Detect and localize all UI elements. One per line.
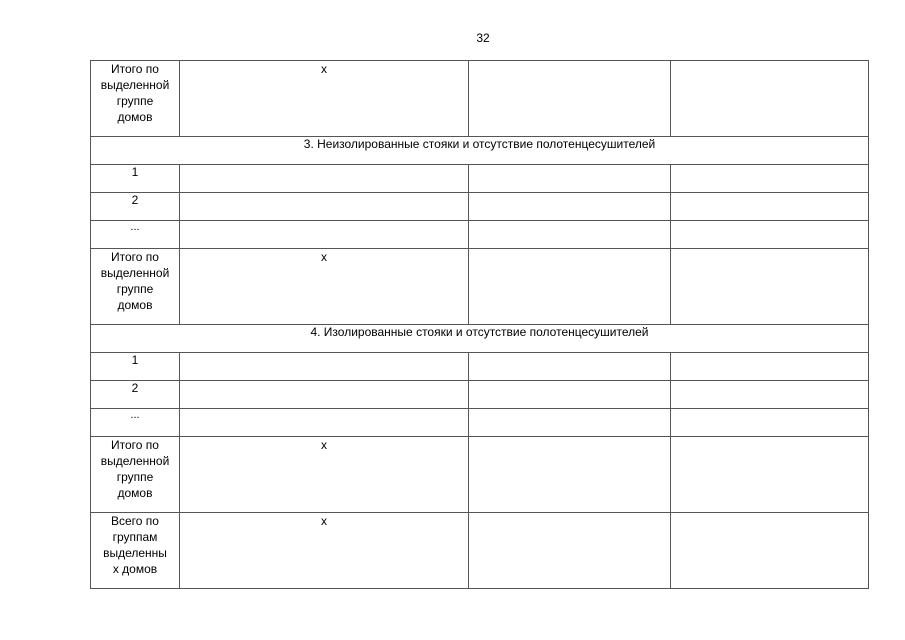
empty-cell (180, 221, 469, 249)
x-mark: х (321, 250, 327, 264)
x-mark: х (321, 438, 327, 452)
total-label-line: Итого по (111, 438, 159, 452)
total-label-cell (91, 437, 180, 513)
empty-cell (671, 165, 869, 193)
empty-cell (180, 193, 469, 221)
total-label-line: домов (117, 298, 153, 312)
total-label-line: выделенной (100, 454, 170, 468)
total-row (91, 249, 869, 325)
total-label-line: домов (117, 486, 153, 500)
empty-cell (469, 221, 671, 249)
table-row (91, 193, 869, 221)
table-row (91, 221, 869, 249)
empty-cell (671, 437, 869, 513)
x-mark-cell (180, 61, 469, 137)
total-label-line: группе (116, 470, 154, 484)
table-row (91, 409, 869, 437)
x-mark-cell (180, 249, 469, 325)
data-table (90, 60, 869, 589)
grand-total-label-line: выделенны (103, 546, 167, 560)
x-mark-cell (180, 437, 469, 513)
empty-cell (180, 353, 469, 381)
empty-cell (180, 165, 469, 193)
empty-cell (671, 249, 869, 325)
empty-cell (469, 165, 671, 193)
total-label-cell (91, 61, 180, 137)
empty-cell (469, 193, 671, 221)
empty-cell (671, 409, 869, 437)
empty-cell (469, 381, 671, 409)
empty-cell (180, 409, 469, 437)
row-number: 2 (91, 381, 180, 409)
empty-cell (671, 221, 869, 249)
empty-cell (671, 61, 869, 137)
table-row (91, 165, 869, 193)
empty-cell (469, 409, 671, 437)
empty-cell (671, 381, 869, 409)
table-row (91, 353, 869, 381)
x-mark: х (321, 62, 327, 76)
grand-total-label-line: Всего по (111, 514, 159, 528)
empty-cell (671, 353, 869, 381)
total-label-line: группе (116, 94, 154, 108)
row-number: 1 (91, 165, 180, 193)
empty-cell (469, 437, 671, 513)
grand-total-label-line: х домов (112, 562, 158, 576)
total-label-line: выделенной (100, 266, 170, 280)
row-ellipsis: ... (91, 409, 180, 437)
empty-cell (469, 513, 671, 589)
table-row (91, 381, 869, 409)
total-label-cell (91, 249, 180, 325)
empty-cell (469, 249, 671, 325)
row-number: 2 (91, 193, 180, 221)
total-row (91, 437, 869, 513)
total-label-line: Итого по (111, 250, 159, 264)
empty-cell (671, 513, 869, 589)
x-mark: х (321, 514, 327, 528)
empty-cell (180, 381, 469, 409)
section-3-title: 3. Неизолированные стояки и отсутствие полотенцесушителей (91, 137, 869, 165)
grand-total-label-cell (91, 513, 180, 589)
section-header-row (91, 137, 869, 165)
x-mark-cell (180, 513, 469, 589)
total-row (91, 61, 869, 137)
grand-total-row (91, 513, 869, 589)
total-label-line: домов (117, 110, 153, 124)
row-number: 1 (91, 353, 180, 381)
total-label-line: Итого по (111, 62, 159, 76)
page-number: 32 (476, 31, 490, 45)
total-label-line: группе (116, 282, 154, 296)
total-label-line: выделенной (100, 78, 170, 92)
row-ellipsis: ... (91, 221, 180, 249)
section-4-title: 4. Изолированные стояки и отсутствие полотенцесушителей (91, 325, 869, 353)
grand-total-label-line: группам (112, 530, 158, 544)
empty-cell (469, 61, 671, 137)
section-header-row (91, 325, 869, 353)
empty-cell (671, 193, 869, 221)
empty-cell (469, 353, 671, 381)
